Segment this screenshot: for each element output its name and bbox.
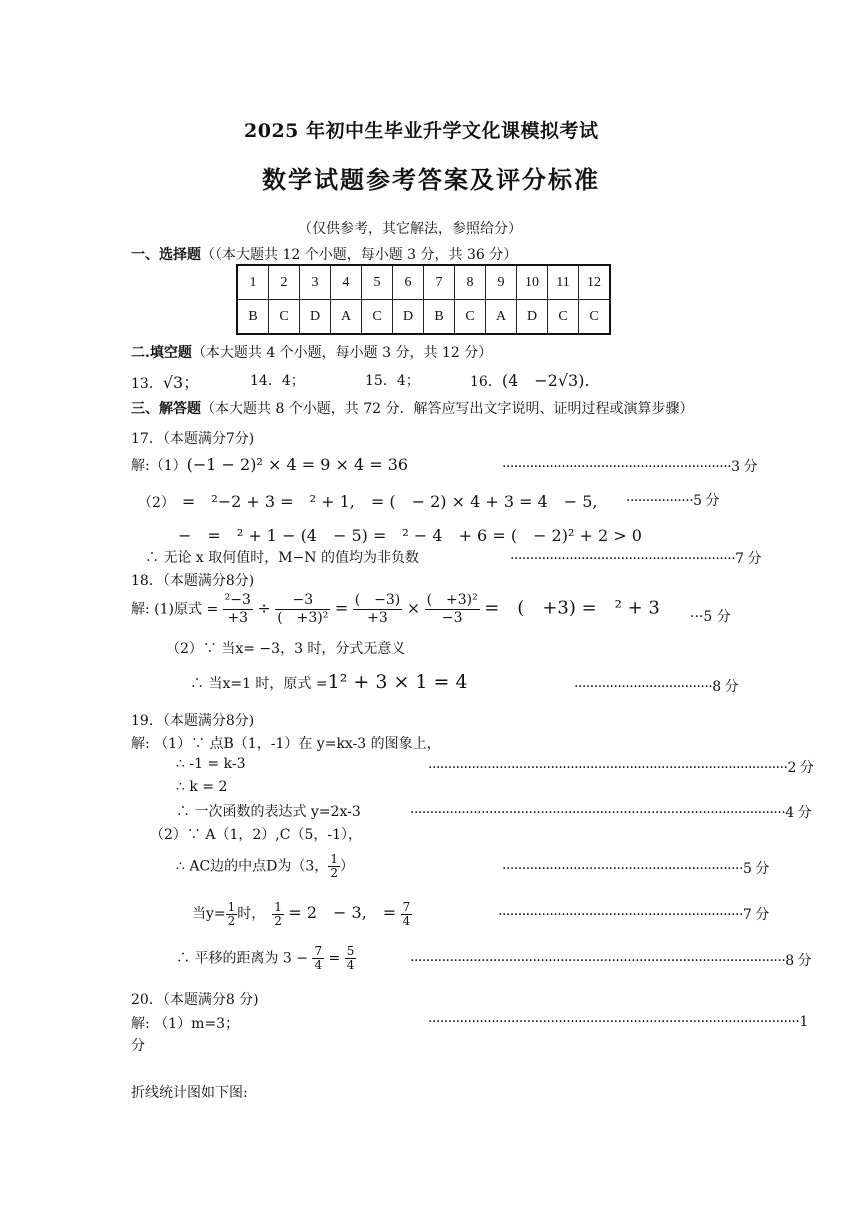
fraction: $\frac{1}{2}$	[274, 899, 282, 928]
q18-part2-result-label: ∴ 当x=1 时，原式 =	[190, 676, 328, 692]
answer-table	[236, 264, 611, 335]
answer-number-cell: 3	[300, 265, 331, 300]
section2-heading: 二.填空题	[131, 345, 192, 361]
answer-number-cell: 2	[269, 265, 300, 300]
answer-number-cell: 10	[517, 265, 548, 300]
q19-line1: 解: （1）∵ 点B（1，-1）在 y=kx-3 的图象上，	[131, 736, 441, 752]
fraction: $\frac{-3}{\text{( +3)²}}$	[277, 592, 329, 626]
q18-part2-result-math: 1² + 3 × 1 = 4	[327, 671, 468, 693]
q20-head: 20．（本题满分8 分)	[131, 992, 259, 1008]
fill-item-13	[131, 370, 199, 393]
answer-key-title: 数学试题参考答案及评分标准	[262, 165, 600, 194]
q19-line2-score: ···························································································2 分	[428, 760, 814, 776]
answer-number-cell: 8	[455, 265, 486, 300]
answer-number-cell: 11	[548, 265, 579, 300]
answer-numbers-row	[237, 265, 610, 300]
fill-item-number: 16．	[470, 374, 502, 390]
q17-part1-label: 解:（1）	[131, 458, 187, 474]
q19-line2: ∴ -1 = k-3	[176, 756, 246, 772]
answer-letters-row	[237, 300, 610, 335]
q19-line8: ∴ 平移的距离为 3 − $\frac{7}{4}$ = $\frac{5}{4}$	[176, 944, 355, 972]
fill-item-number: 13．	[131, 376, 163, 392]
q17-part1-score: ··························································3 分	[502, 459, 757, 475]
q19-line4: ∴ 一次函数的表达式 y=2x-3	[176, 804, 361, 820]
q18-part2-score: ···································8 分	[574, 679, 739, 695]
q18-part1-label: 解: (1)原式 =	[131, 601, 219, 618]
answer-number-cell: 12	[579, 265, 611, 300]
answer-letter-cell: A	[486, 300, 517, 335]
q18-part2: （2）∵ 当x= −3，3 时，分式无意义	[166, 641, 406, 657]
answer-number-cell: 1	[237, 265, 269, 300]
answer-letter-cell: C	[269, 300, 300, 335]
fraction: $\frac{( -3)}{+3}$	[354, 592, 401, 626]
q17-part2-label: （2）	[138, 495, 168, 511]
q20-line1: 解: （1）m=3；	[131, 1016, 239, 1032]
fraction: $\frac{7}{4}$	[314, 944, 323, 972]
section2-desc: （本大题共 4 个小题，每小题 3 分，共 12 分）	[191, 345, 493, 361]
fill-item-15	[365, 370, 420, 390]
answer-letter-cell: D	[300, 300, 331, 335]
q19-line4-score: ·······························································································4 分	[410, 805, 812, 821]
q18-head: 18．（本题满分8分)	[131, 573, 255, 589]
answer-letter-cell: B	[424, 300, 455, 335]
q18-part1-tail: = ( +3) = ² + 3	[484, 597, 660, 619]
fill-item-number: 14．	[250, 373, 282, 389]
q20-line1-wrap: 分	[131, 1038, 145, 1054]
fraction: $\frac{1}{2}$	[330, 852, 338, 880]
answer-letter-cell: D	[517, 300, 548, 335]
q19-head: 19．（本题满分8分)	[131, 713, 255, 729]
q20-line1-score: ······························································································1	[428, 1014, 808, 1030]
fill-item-number: 15．	[365, 373, 397, 389]
section1-desc: （（本大题共 12 个小题，每小题 3 分，共 36 分）	[201, 247, 518, 263]
q17-conclusion: ∴ 无论 x 取何值时，M−N 的值均为非负数	[145, 550, 420, 566]
answer-number-cell: 5	[362, 265, 393, 300]
fill-item-answer: √3；	[162, 373, 200, 392]
fill-item-16	[470, 368, 590, 391]
answer-number-cell: 6	[393, 265, 424, 300]
q19-line7: 当y= $\frac{1}{2}$ 时， $\frac{1}{2}$ = 2 − 3, = $\frac{7}{4}$	[192, 899, 411, 928]
fill-item-answer: 4；	[396, 373, 420, 389]
q19-line7-score: ······························································7 分	[498, 907, 769, 923]
fraction: $\frac{7}{4}$	[402, 899, 411, 928]
q17-part2	[138, 489, 598, 512]
fraction: $\frac{\text{²−3}}{+3}$	[224, 592, 251, 626]
note: （仅供参考，其它解法，参照给分）	[298, 221, 522, 237]
q17-part2-line2: − = ² + 1 − (4 − 5) = ² − 4 + 6 = ( − 2)² + 2 > 0	[178, 526, 642, 545]
q17-part2-math: = ²−2 + 3 = ² + 1, = ( − 2) × 4 + 3 = 4 − 5,	[181, 492, 598, 511]
q17-conclusion-score: ·························································7 分	[510, 551, 762, 567]
section1-header	[131, 244, 517, 264]
section3-heading: 三、解答题	[131, 401, 201, 417]
answer-number-cell: 9	[486, 265, 517, 300]
section1-heading: 一、选择题	[131, 247, 201, 263]
answer-letter-cell: D	[393, 300, 424, 335]
section3-desc: （本大题共 8 个小题，共 72 分．解答应写出文字说明、证明过程或演算步骤）	[201, 401, 694, 417]
answer-number-cell: 7	[424, 265, 455, 300]
fill-item-14	[250, 370, 305, 390]
q19-line6: ∴ AC边的中点D为（3， $\frac{1}{2}$ ）	[176, 852, 354, 880]
q19-line6-score: ·····························································5 分	[502, 861, 769, 877]
q19-line3: ∴ k = 2	[176, 779, 228, 795]
answer-letter-cell: A	[331, 300, 362, 335]
section3-header	[131, 398, 694, 418]
answer-number-cell: 4	[331, 265, 362, 300]
q20-line2: 折线统计图如下图:	[131, 1085, 248, 1101]
fill-item-answer: 4；	[281, 373, 305, 389]
q17-part2-score: ·················5 分	[626, 493, 720, 509]
q17-part1-math: (−1 − 2)² × 4 = 9 × 4 = 36	[186, 455, 409, 474]
fraction: $\frac{1}{2}$	[227, 899, 236, 928]
fraction: $\frac{5}{4}$	[346, 944, 355, 972]
exam-title: 2025 年初中生毕业升学文化课模拟考试	[244, 120, 599, 142]
q18-part2-result	[190, 671, 468, 693]
q19-line5: （2）∵ A（1，2）,C（5，-1），	[150, 827, 362, 843]
answer-letter-cell: B	[237, 300, 269, 335]
answer-letter-cell: C	[579, 300, 611, 335]
section2-header	[131, 342, 492, 362]
answer-letter-cell: C	[455, 300, 486, 335]
q19-line8-score: ·······························································································8 分	[410, 953, 812, 969]
answer-letter-cell: C	[362, 300, 393, 335]
q17-head: 17．（本题满分7分)	[131, 431, 255, 447]
q18-part1: 解: (1)原式 = $\frac{\text{²−3}}{+3}$ ÷ $\frac{-3}{\text{( +3)²}}$ = $\frac{( -3)}{+3}$ × $\frac{\text{( +3)²}}{-3}$ = ( +3) = ² + 3	[131, 592, 660, 626]
fill-item-answer: (4 −2√3).	[501, 371, 590, 390]
q17-part1	[131, 455, 408, 475]
fraction: $\frac{\text{( +3)²}}{-3}$	[426, 592, 478, 626]
q18-part1-score: ···5 分	[690, 609, 731, 625]
answer-letter-cell: C	[548, 300, 579, 335]
